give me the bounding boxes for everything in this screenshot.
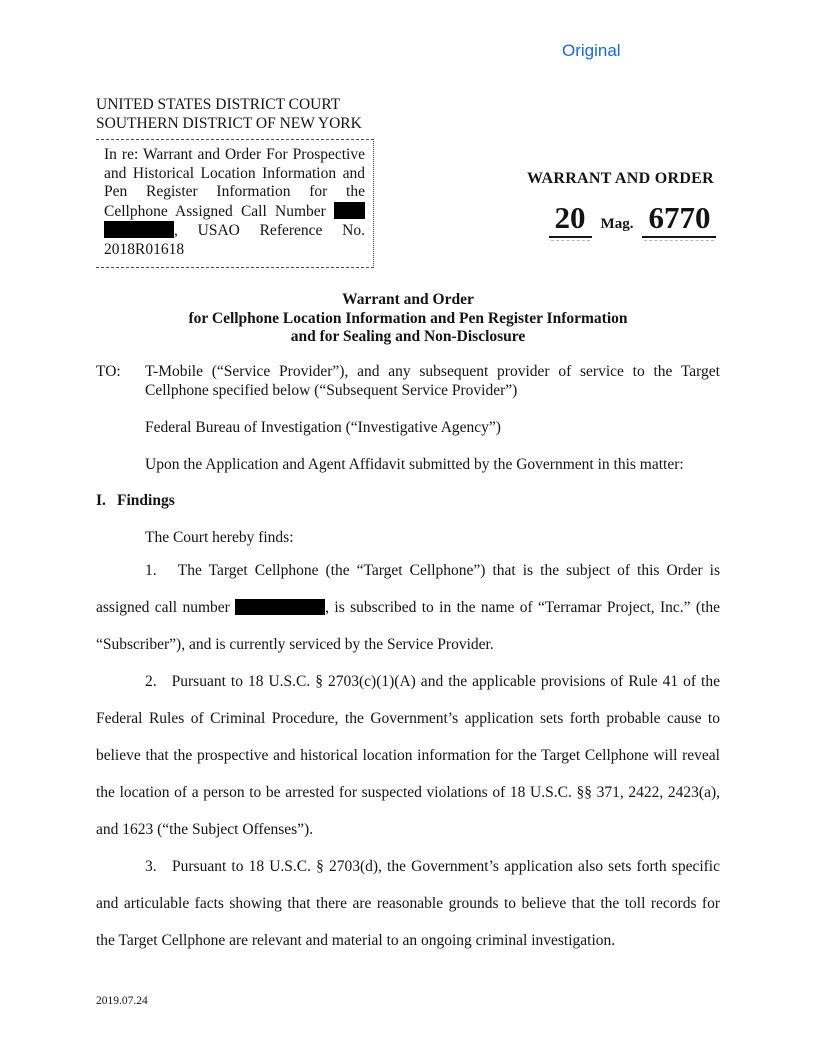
document-title <box>96 291 720 347</box>
section-number: I. <box>96 492 106 509</box>
body-line: “Subscriber”), and is currently serviced by the Service Provider. <box>96 636 494 653</box>
warrant-and-order-label: WARRANT AND ORDER <box>526 170 715 187</box>
body-line: T-Mobile (“Service Provider”), and any subsequent provider of service to the Target <box>145 363 720 380</box>
body-line: 1. The Target Cellphone (the “Target Cellphone”) that is the subject of this Order is <box>145 562 720 579</box>
redaction-bar <box>235 599 325 615</box>
to-label: TO: <box>96 363 121 380</box>
body-line: The Court hereby finds: <box>145 529 294 546</box>
redaction-bar <box>104 221 174 238</box>
court-header <box>96 96 362 133</box>
body-line: Federal Rules of Criminal Procedure, the Government’s application sets forth probable cause to <box>96 710 720 727</box>
addressee-block <box>96 362 720 400</box>
court-name-line: UNITED STATES DISTRICT COURT <box>96 96 341 113</box>
body-line: 2. Pursuant to 18 U.S.C. § 2703(c)(1)(A) and the applicable provisions of Rule 41 of the <box>145 673 720 690</box>
document-body <box>96 362 720 959</box>
court-district-line: SOUTHERN DISTRICT OF NEW YORK <box>96 114 362 132</box>
body-line: assigned call number , is subscribed to in the name of “Terramar Project, Inc.” (the <box>96 599 720 616</box>
title-line: Warrant and Order <box>342 291 474 308</box>
body-line: 3. Pursuant to 18 U.S.C. § 2703(d), the Government’s application also sets forth specific <box>145 858 720 875</box>
body-line: believe that the prospective and historical location information for the Target Cellphone will reveal <box>96 747 720 764</box>
body-line: Cellphone specified below (“Subsequent Service Provider”) <box>145 382 518 399</box>
body-paragraph <box>96 455 720 474</box>
body-paragraph <box>96 528 720 547</box>
redaction-bar <box>334 202 365 219</box>
caption-line: Pen Register Information for the <box>104 183 365 201</box>
numbered-paragraph <box>96 663 720 848</box>
body-line: Upon the Application and Agent Affidavit submitted by the Government in this matter: <box>145 456 684 473</box>
title-line: for Cellphone Location Information and Pen Register Information <box>188 309 628 327</box>
footer-date: 2019.07.24 <box>96 995 148 1007</box>
docket-mag-label: Mag. <box>600 216 634 232</box>
docket-year: 20 <box>549 201 592 238</box>
caption-line: Cellphone Assigned Call Number <box>104 202 365 222</box>
numbered-paragraph <box>96 848 720 959</box>
numbered-paragraph <box>96 552 720 663</box>
caption-line: 2018R01618 <box>104 240 185 258</box>
title-line: and for Sealing and Non-Disclosure <box>290 328 526 345</box>
body-line: and articulable facts showing that there are reasonable grounds to believe that the toll records for <box>96 895 720 912</box>
docket-serial: 6770 <box>642 201 716 238</box>
caption-line: , USAO Reference No. <box>104 221 365 241</box>
docket-number <box>535 201 730 238</box>
caption-line: and Historical Location Information and <box>104 164 365 182</box>
caption-line: In re: Warrant and Order For Prospective <box>104 146 365 163</box>
section-title: Findings <box>117 492 175 509</box>
body-line: Federal Bureau of Investigation (“Investigative Agency”) <box>145 419 501 436</box>
original-annotation: Original <box>562 41 621 60</box>
body-line: the location of a person to be arrested for suspected violations of 18 U.S.C. §§ 371, 2422, 2423(a), <box>96 784 720 801</box>
body-paragraph <box>96 418 720 437</box>
case-caption-box <box>96 139 374 268</box>
section-heading <box>96 492 720 510</box>
body-line: and 1623 (“the Subject Offenses”). <box>96 821 314 838</box>
body-line: the Target Cellphone are relevant and material to an ongoing criminal investigation. <box>96 932 616 949</box>
